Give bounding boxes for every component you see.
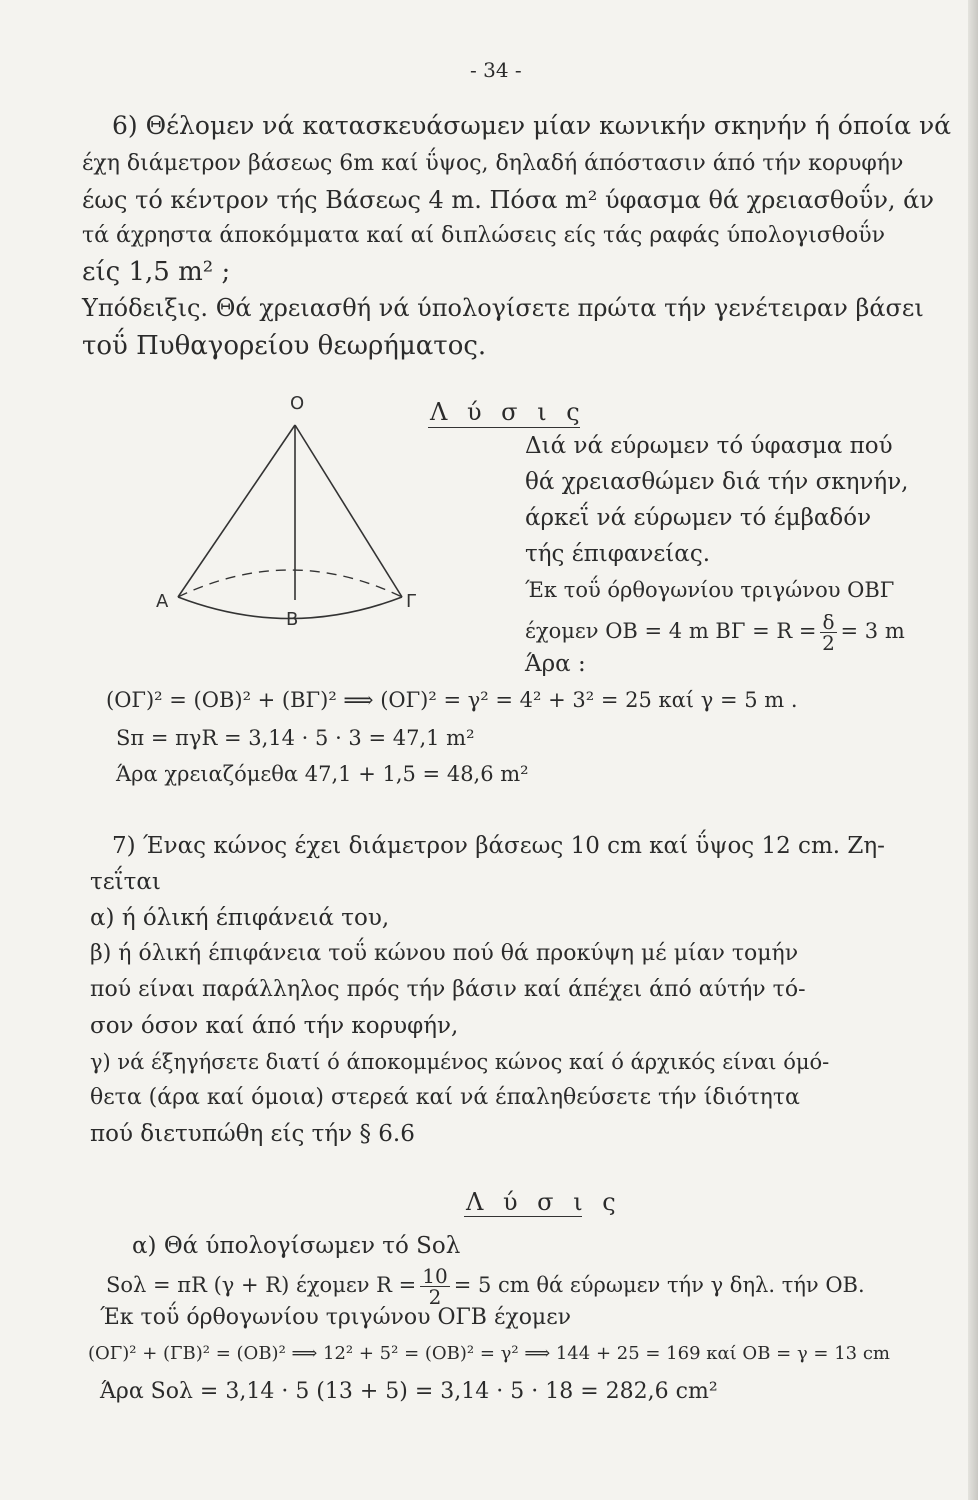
solution7-equation: (ΟΓ)² + (ΓΒ)² = (ΟΒ)² ⟹ 12² + 5² = (ΟΒ)² = γ² ⟹ 144 + 25 = 169 καί ΟΒ = γ = 13 cm [88,1343,891,1364]
apex-label: O [290,393,305,414]
problem6-line: έως τό κέντρον τής Βάσεως 4 m. Πόσα m² ύφασμα θά χρειασθοΰν, άν [82,186,934,214]
solution6-equation: Sπ = πγR = 3,14 · 5 · 3 = 47,1 m² [116,726,475,750]
problem7-line: γ) νά έξηγήσετε διατί ό άποκομμένος κώνος καί ό άρχικός είναι όμό- [90,1050,830,1074]
heading-underline [464,1216,582,1217]
problem7-line: πού είναι παράλληλος πρός τήν βάσιν καί άπέχει άπό αύτήν τό- [90,977,806,1002]
solution6-line [525,612,905,653]
page-number: - 34 - [470,58,522,82]
solution7-formula: Sολ = πR (γ + R) έχομεν R = [106,1273,417,1297]
problem6-line: τοΰ Πυθαγορείου θεωρήματος. [82,331,487,361]
solution6-line: Έκ τοΰ όρθογωνίου τριγώνου ΟΒΓ [525,578,895,602]
solution6-heading: Λ ύ σ ι ς [430,398,586,426]
solution6-result: = 3 m [840,619,905,643]
problem6-line: είς 1,5 m² ; [82,257,231,287]
problem7-line: θετα (άρα καί όμοια) στερεά καί νά έπαληθεύσετε τήν ίδιότητα [90,1085,800,1110]
problem7-line: α) ή όλική έπιφάνειά του, [90,905,390,931]
solution7-equation: Άρα Sολ = 3,14 · 5 (13 + 5) = 3,14 · 5 · 18 = 282,6 cm² [100,1379,718,1404]
solution7-line: α) Θά ύπολογίσωμεν τό Sολ [132,1233,461,1259]
problem6-hint: Υπόδειξις. Θά χρειασθή νά ύπολογίσετε πρώτα τήν γενέτειραν βάσει [82,294,924,322]
solution7-line [106,1266,865,1307]
center-label: B [286,609,299,630]
problem7-line: πού διετυπώθη είς τήν § 6.6 [90,1121,415,1147]
heading-underline [428,427,580,428]
solution6-equation: Άρα χρειαζόμεθα 47,1 + 1,5 = 48,6 m² [116,762,529,786]
solution6-ara: Άρα : [525,651,586,677]
problem7-line: β) ή όλική έπιφάνεια τοΰ κώνου πού θά προκύψη μέ μίαν τομήν [90,941,799,966]
problem7-line: 7) Ένας κώνος έχει διάμετρον βάσεως 10 cm καί ΰψος 12 cm. Ζη- [112,833,885,859]
right-label: Γ [406,591,417,612]
solution6-line: τής έπιφανείας. [525,541,711,567]
solution6-equation: (ΟΓ)² = (ΟΒ)² + (ΒΓ)² ⟹ (ΟΓ)² = γ² = 4² + 3² = 25 καί γ = 5 m . [106,688,798,712]
problem6-line: 6) Θέλομεν νά κατασκευάσωμεν μίαν κωνικήν σκηνήν ή όποία νά [112,111,952,140]
problem6-line: τά άχρηστα άποκόμματα καί αί διπλώσεις είς τάς ραφάς ύπολογισθοΰν [82,223,885,248]
fraction: $\frac{10}{2}$ [422,1264,448,1309]
solution6-givens: έχομεν ΟΒ = 4 m ΒΓ = R = [525,619,817,643]
cone-diagram [140,385,430,635]
page-edge [968,0,978,1500]
problem7-line: σον όσον καί άπό τήν κορυφήν, [90,1013,459,1039]
solution6-line: θά χρειασθώμεν διά τήν σκηνήν, [525,469,909,495]
problem6-line: έχη διάμετρον βάσεως 6m καί ΰψος, δηλαδή άπόστασιν άπό τήν κορυφήν [82,151,904,176]
solution6-line: Διά νά εύρωμεν τό ύφασμα πού [525,433,893,459]
solution7-formula-tail: = 5 cm θά εύρωμεν τήν γ δηλ. τήν ΟΒ. [453,1273,865,1297]
solution7-line: Έκ τοΰ όρθογωνίου τριγώνου ΟΓΒ έχομεν [100,1305,572,1330]
problem7-line: τεΐται [90,869,161,895]
solution7-heading: Λ ύ σ ι ς [466,1188,622,1216]
fraction: $\frac{\delta}{2}$ [822,610,835,655]
left-label: A [156,591,169,612]
solution6-line: άρκεΐ νά εύρωμεν τό έμβαδόν [525,505,872,531]
